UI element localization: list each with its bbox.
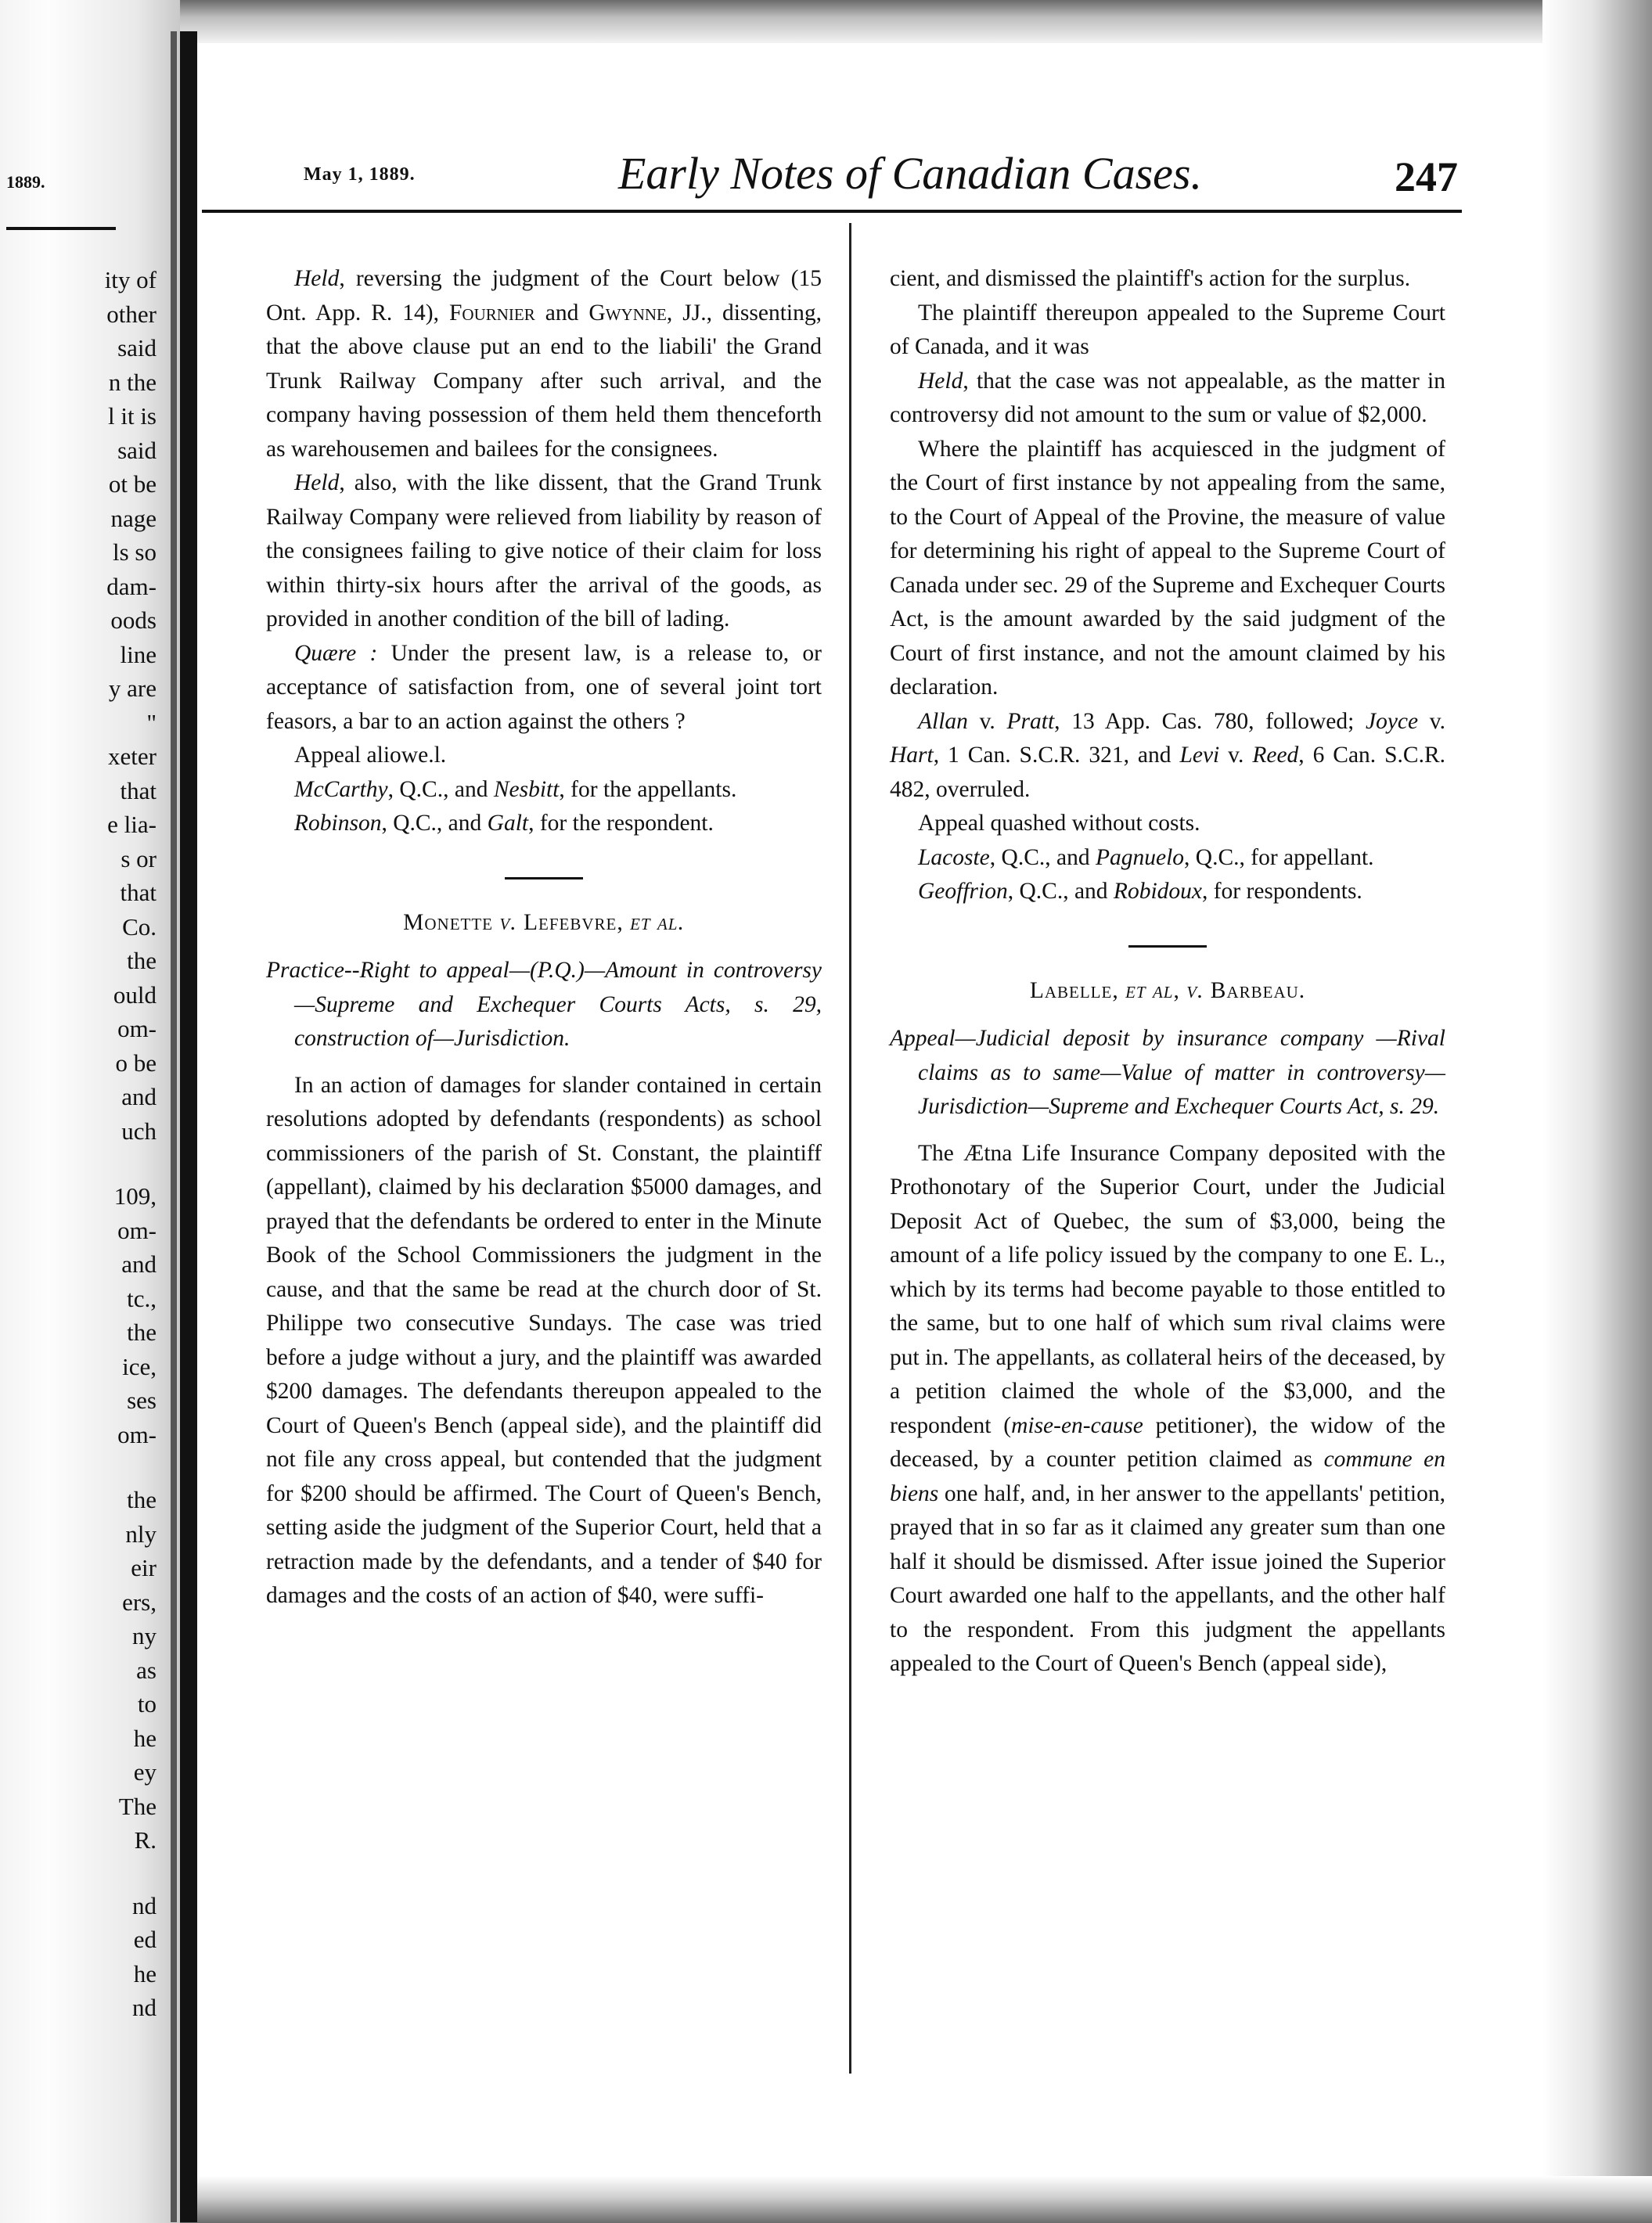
previous-page-fragment: nage (110, 504, 157, 532)
scan-right-edge (1542, 0, 1652, 2223)
binding-shadow (171, 31, 177, 2222)
versus: v. (1186, 977, 1204, 1003)
previous-page-fragment: y are (108, 674, 157, 702)
previous-page-fragment: ity of (104, 266, 157, 293)
counsel-text: , Q.C., for appellant. (1184, 844, 1374, 870)
party-name: Barbeau. (1204, 977, 1306, 1003)
counsel-text: , Q.C., and (387, 776, 494, 802)
citation-text: , 6 Can. S.C.R. 482, overruled. (890, 743, 1445, 802)
previous-page-fragment: and (121, 1250, 157, 1278)
counsel-respondents (890, 875, 1445, 909)
latin-term: mise-en-cause (1011, 1412, 1143, 1438)
previous-page-fragment: the (127, 947, 157, 974)
held-text: , reversing the judgment of the Court below (15 Ont. App. R. 14), (266, 266, 822, 326)
versus: v. (967, 708, 1007, 734)
previous-page-fragment: ed (133, 1926, 157, 1953)
counsel-name: Galt (487, 811, 529, 836)
held-label: Held (294, 470, 340, 495)
held-label: Held (918, 368, 963, 394)
previous-page-fragment: nd (132, 1891, 157, 1919)
counsel-name: Lacoste (918, 844, 990, 870)
disposition: Appeal quashed without costs. (918, 811, 1200, 836)
counsel-text: , Q.C., and (989, 844, 1096, 870)
previous-page-fragment: ny (132, 1622, 157, 1649)
counsel-text: , for the respondent. (528, 811, 714, 836)
previous-page-fragment: the (127, 1486, 157, 1513)
case-name: Allan (918, 708, 968, 734)
scan-top-edge (180, 0, 1652, 43)
counsel-appellant (890, 841, 1445, 876)
citation-text: , 1 Can. S.C.R. 321, and (933, 743, 1180, 768)
case-body (890, 1137, 1445, 1682)
previous-page-fragment: ers, (122, 1588, 157, 1616)
left-column (266, 262, 822, 1613)
judge-name: Gwynne (588, 300, 667, 326)
et-al: et al. (630, 909, 685, 935)
previous-page-fragment: line (120, 640, 157, 668)
case-headnote: Practice--Right to appeal—(P.Q.)—Amount in controversy—Supreme and Exchequer Courts Acts, s. 29, construction of—Jurisdiction. (266, 958, 822, 1051)
previous-page-fragment: ould (113, 980, 157, 1009)
case-name: Hart (890, 743, 934, 768)
previous-page-fragment: R. (134, 1826, 157, 1854)
previous-page-fragment: the (127, 1318, 157, 1346)
body-text: petitioner), the widow of the deceased, by a counter petition claimed as (890, 1412, 1445, 1472)
previous-page-fragment: uch (121, 1117, 157, 1145)
et-al: et al (1125, 977, 1174, 1003)
header-date: May 1, 1889. (304, 164, 416, 185)
continuation-text: cient, and dismissed the plaintiff's action for the surplus. (890, 266, 1411, 291)
judge-name: Fournier (449, 300, 535, 326)
held-text: , that the case was not appealable, as the matter in controversy did not amount to the sum or value of $2,000. (890, 368, 1445, 427)
case-name: Joyce (1365, 708, 1419, 734)
case-title (890, 974, 1445, 1009)
previous-page-fragment: nly (125, 1520, 157, 1548)
case-body: In an action of damages for slander contained in certain resolutions adopted by defendants (respondents) as sch⁠ool commissioners of the parish of St. Constant, the plaintiff (appellant), claimed by his declaration $5000 damages, and prayed that the defendants be ordered to enter in the Minute Book of the School Commissioners the judgment in the cause, and that the same be read at the church door of St. Philippe two consecutive Sundays. The case was tried before a judge without a jury, and the plaintiff was awarded $200 damages. The defendants thereupon appealed to the Court of Queen's Bench (appeal side), and the plaintiff did not file any cross appeal, but contended that the judgment for $200 should be affirmed. The Court of Queen's Bench, setting aside the judgment of the Superior Court, held that a retraction made by the defendants, and a tender of $40 for damages and the costs of an action of $40, were suffi- (266, 1072, 822, 1608)
previous-page-fragment: ot be (108, 470, 157, 498)
header-rule (202, 210, 1462, 213)
held-text: , JJ., dissenting, that the above clause put an end to the liabili' the Grand Trunk Railway Company after such arrival, and the company having possession of them held them thenceforth as warehousemen and bailees for the consignees. (266, 300, 822, 462)
previous-page-year: 1889. (6, 172, 45, 192)
quaere-paragraph (266, 637, 822, 739)
previous-page-fragment: 109, (113, 1182, 157, 1210)
counsel-text: , for the appellants. (559, 776, 737, 802)
appeal-paragraph: The plaintiff thereupon appealed to the Supreme Court of Canada, and it was (890, 300, 1445, 359)
counsel-name: Geoffrion (918, 879, 1008, 904)
section-rule (1128, 945, 1207, 948)
counsel-text: , Q.C., and (381, 811, 488, 836)
party-name: Lefebvre, (516, 909, 631, 935)
party-name: Monette (403, 909, 500, 935)
previous-page-fragment: oods (110, 606, 157, 634)
party-name: Labelle, (1029, 977, 1126, 1003)
previous-page-rule (6, 227, 116, 230)
previous-page-fragment: xeter (108, 743, 157, 770)
previous-page-fragment: he (133, 1724, 157, 1752)
counsel-respondent (266, 807, 822, 841)
previous-page-fragment: he (133, 1959, 157, 1987)
citations-paragraph (890, 705, 1445, 808)
citation-text: , 13 App. Cas. 780, followed; (1054, 708, 1355, 734)
column-divider (849, 223, 851, 2074)
previous-page-fragment: ses (127, 1387, 157, 1414)
quaere-text: Under the present law, is a release to, or acceptance of satisfaction from, one of several joint tort feasors, a bar to an action against the others ? (266, 640, 822, 734)
where-paragraph: Where the plaintiff has acquiesced in the judgment of the Court of first instance by not appealing from the same, to the Court of Appeal of the Provine, the measure of value for determining his right of appeal to the Supreme Court of Canada under sec. 29 of the Supreme and Exchequer Courts Act, is the amount awarded by the said judgment of the Court of first instance, and not the amount claimed by his declaration. (890, 436, 1445, 700)
previous-page-fragment: and (121, 1083, 157, 1110)
previous-page-fragment: said (117, 334, 157, 362)
quaere-label: Quære : (294, 640, 378, 666)
previous-page-fragment: Co. (122, 912, 157, 941)
separator: , (1173, 977, 1187, 1003)
counsel-name: Robinson (294, 811, 382, 836)
previous-page-fragment: said (117, 436, 157, 464)
body-text: The Ætna Life Insurance Company deposited with the Prothonotary of the Superior Court, under the Judicial Deposit Act of Quebec, the sum of $3,000, being the amount of a life policy issued by the company to one E. L., which by its terms had become payable to those entitled to the same, but to one half of which sum rival claims were put in. The appellants, as collateral heirs of the deceased, by a petition claimed the whole of the $3,000, and the respondent ( (890, 1140, 1445, 1438)
previous-page-fragment: other (106, 300, 157, 328)
counsel-name: Robidoux (1113, 879, 1202, 904)
previous-page-fragment: o be (115, 1049, 157, 1077)
latin-term: commune en biens (890, 1447, 1446, 1506)
previous-page-fragment: tc., (127, 1284, 157, 1312)
scan-bottom-edge (180, 2176, 1652, 2223)
case-name: Reed (1252, 743, 1299, 768)
counsel-text: , for respondents. (1201, 879, 1362, 904)
right-column (890, 262, 1445, 1682)
held-paragraph (890, 365, 1445, 433)
counsel-name: Nesbitt (493, 776, 560, 802)
counsel-appellants (266, 773, 822, 808)
case-name: Levi (1179, 743, 1220, 768)
previous-page-fragment: ls so (113, 538, 157, 566)
previous-page-fragment: e lia- (107, 811, 157, 838)
section-rule (505, 877, 583, 879)
previous-page-fragment: ice, (122, 1352, 157, 1380)
conjunction: and (534, 300, 589, 326)
counsel-name: McCarthy (294, 776, 388, 802)
versus: v. (1418, 708, 1445, 734)
previous-page-fragment: " (146, 708, 157, 736)
held-text: , also, with the like dissent, that the Grand Trunk Railway Company were relieved from liability by reason of the consignees failing to give notice of their claim for loss within thirty-six hours after the arrival of the goods, as provided in another condition of the bill of lading. (266, 470, 822, 631)
previous-page-fragment: om- (117, 1420, 157, 1448)
previous-page-fragment: dam- (106, 572, 157, 600)
previous-page-fragment: n the (108, 368, 157, 396)
held-label: Held (294, 266, 340, 291)
case-title (266, 906, 822, 941)
previous-page-fragment: l it is (107, 402, 157, 430)
previous-page-fragment: that (120, 879, 157, 906)
held-paragraph-2 (266, 466, 822, 637)
counsel-name: Pagnuelo (1095, 844, 1185, 870)
held-paragraph-1 (266, 262, 822, 466)
header-title: Early Notes of Canadian Cases. (618, 148, 1202, 199)
versus: v. (499, 909, 517, 935)
binding-gutter (180, 31, 197, 2222)
previous-page-fragment: ey (133, 1758, 157, 1786)
previous-page-fragment: The (118, 1792, 157, 1820)
previous-page-fragment: nd (132, 1994, 157, 2021)
previous-page-fragment: s or (121, 844, 157, 872)
case-headnote: Appeal—Judicial deposit by insurance company —Rival claims as to same—Value of matter in controversy—Jurisdiction—Supreme and Exchequer Courts Act, s. 29. (890, 1026, 1445, 1119)
previous-page-fragment: that (120, 776, 157, 804)
previous-page-fragment: om- (117, 1216, 157, 1244)
page-number: 247 (1395, 153, 1458, 200)
case-name: Pratt (1006, 708, 1055, 734)
previous-page-fragment: eir (131, 1554, 157, 1581)
previous-page-fragment: as (136, 1656, 157, 1684)
body-text: one half, and, in her answer to the appellants' petition, prayed that in so far as it claimed any greater sum than one half it should be dismissed. After issue joined the Superior Court awarded one half to the appellants, and the other half to the respondent. From this judgment the appellants appealed to the Court of Queen's Bench (appeal side), (890, 1480, 1445, 1676)
versus: v. (1219, 743, 1253, 768)
previous-page-fragment: om- (117, 1015, 157, 1042)
counsel-text: , Q.C., and (1007, 879, 1114, 904)
disposition: Appeal aliowe.l. (294, 743, 447, 768)
previous-page-fragment: to (137, 1690, 157, 1718)
